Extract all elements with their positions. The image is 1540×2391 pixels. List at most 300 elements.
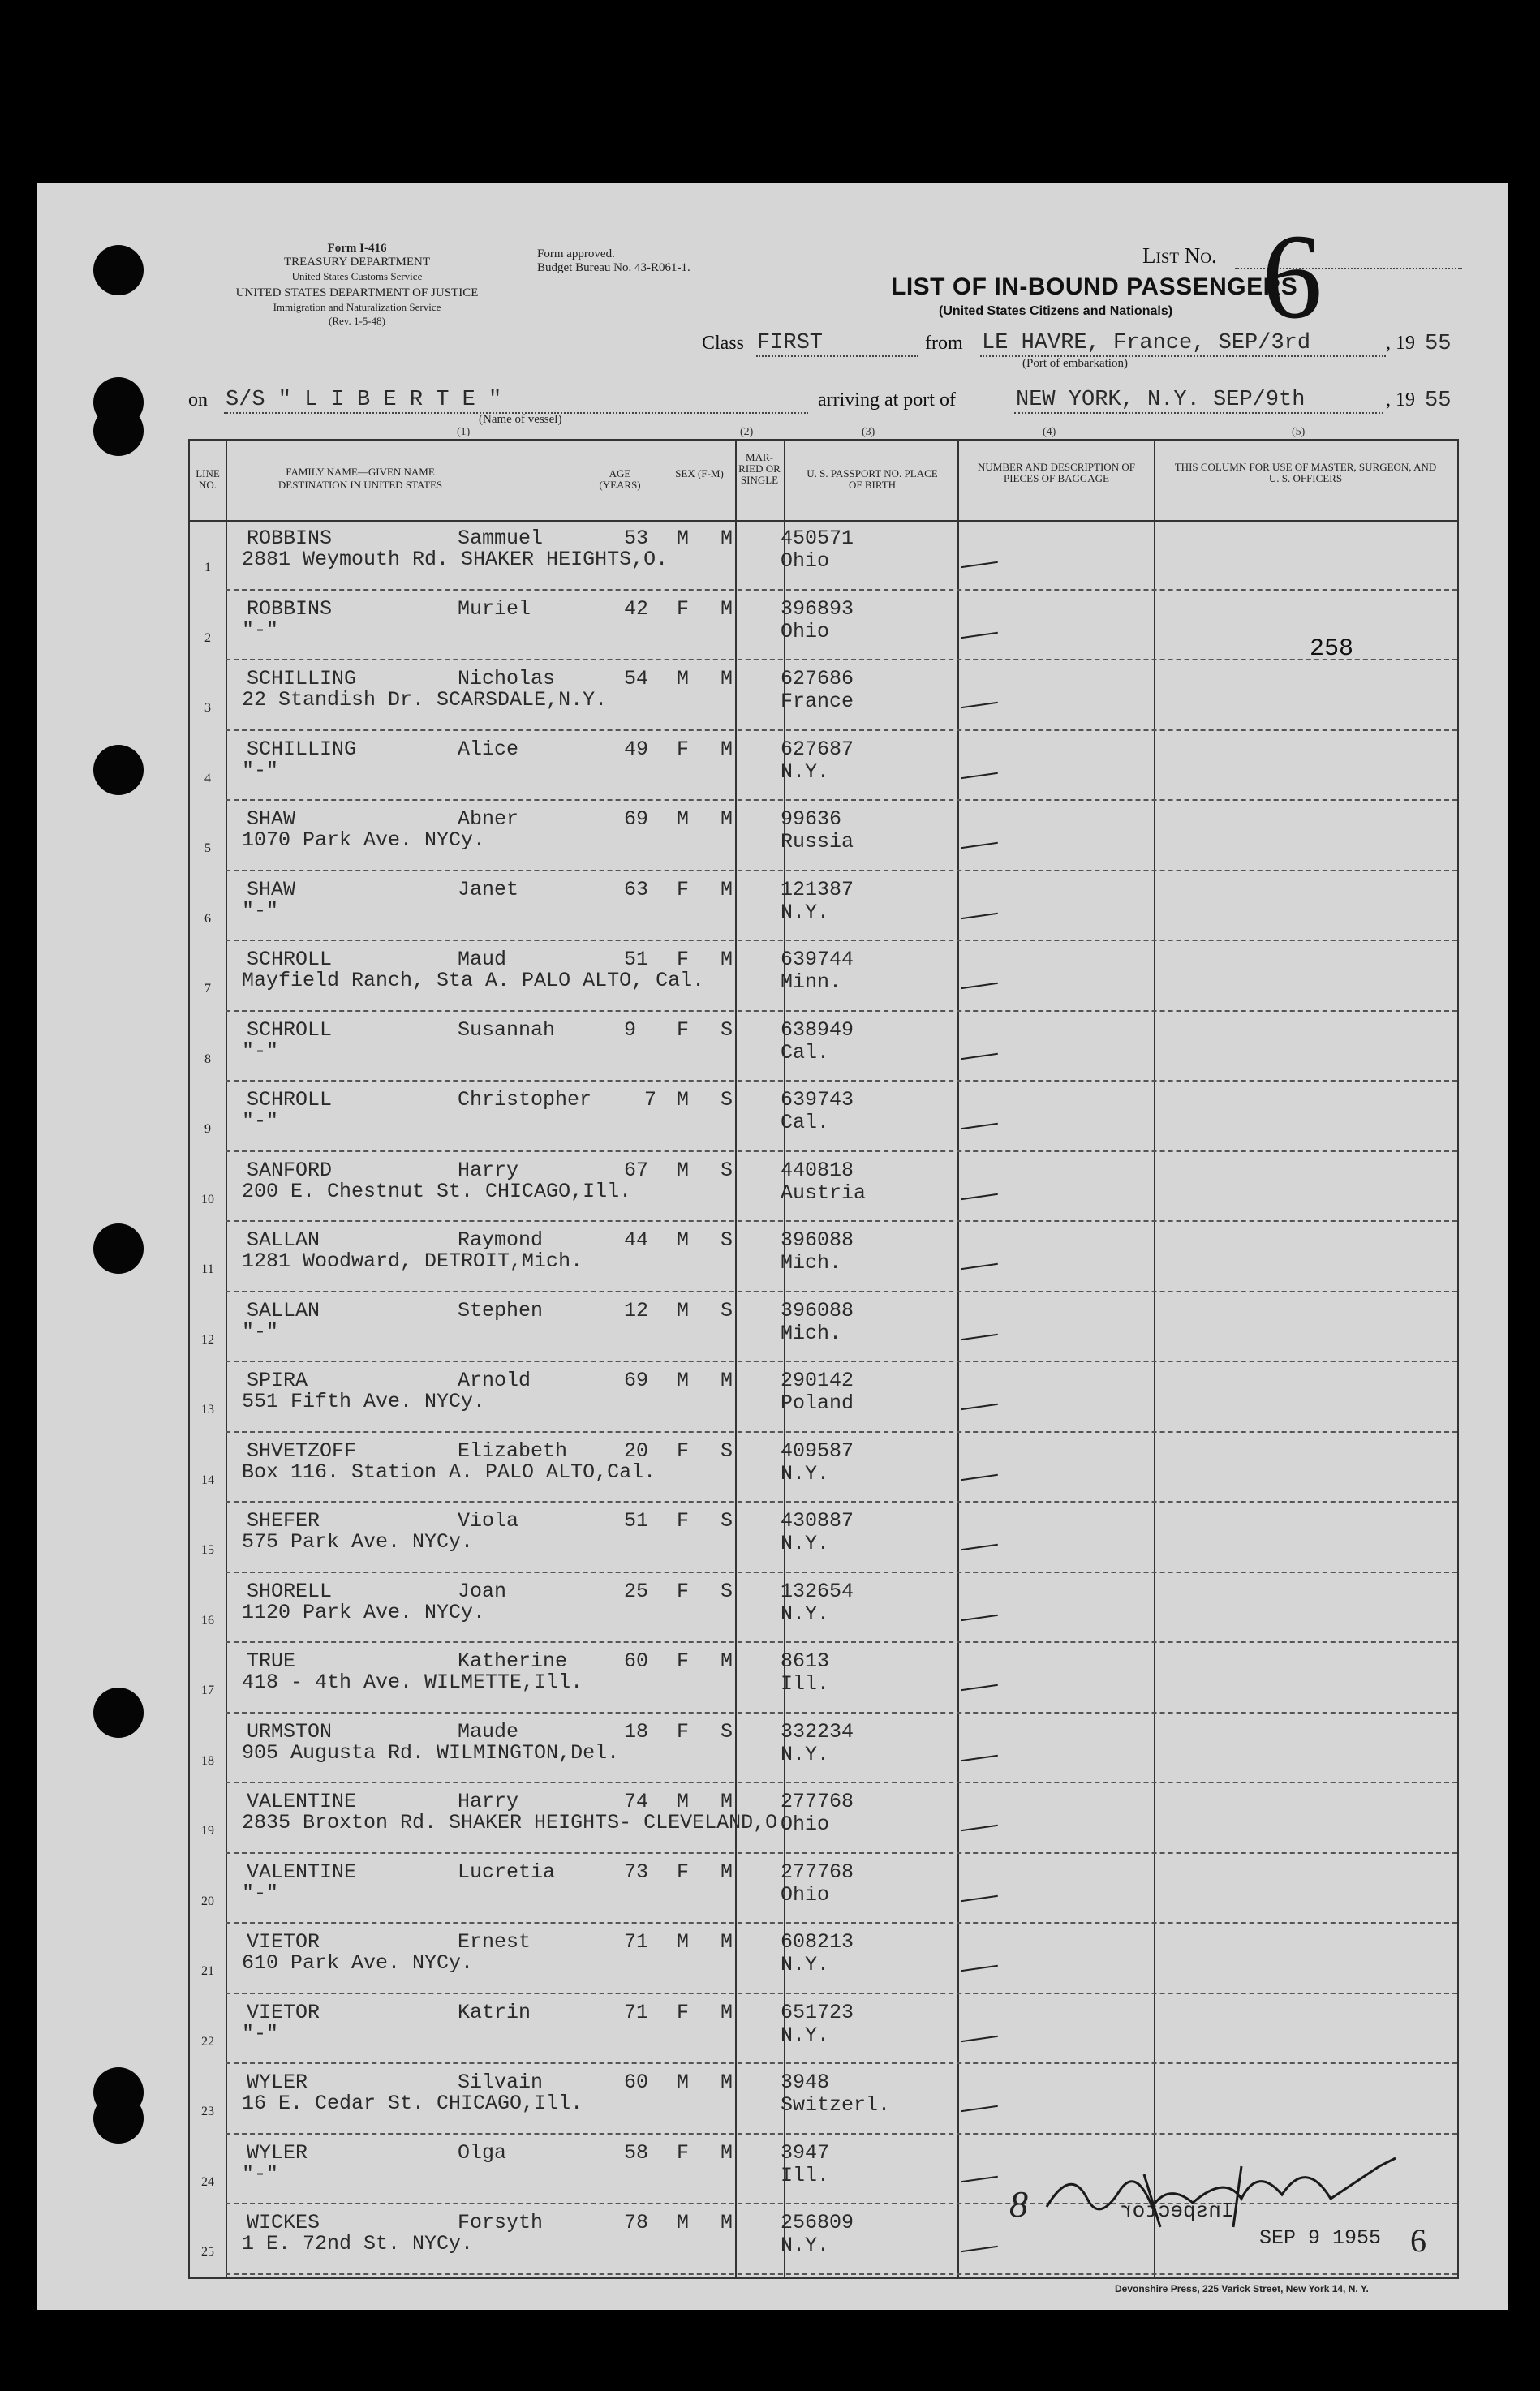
line-number: 25: [201, 2245, 214, 2259]
passenger-family-name: SALLAN: [247, 1228, 320, 1252]
passenger-family-name: SPIRA: [247, 1369, 308, 1392]
row-divider: [226, 1572, 1457, 1573]
passenger-marital-status: S: [721, 1228, 733, 1252]
passenger-sex: M: [677, 667, 690, 690]
list-no-label: List No.: [1142, 243, 1217, 268]
passenger-given-name: Muriel: [458, 596, 531, 621]
passenger-birthplace: N.Y.: [781, 900, 830, 924]
passenger-family-name: SCHROLL: [247, 1088, 333, 1112]
column-number-4: (4): [1043, 426, 1056, 438]
passenger-sex: F: [677, 1649, 690, 1673]
passenger-sex: M: [677, 527, 690, 550]
check-mark: [961, 631, 998, 638]
from-label: from: [925, 333, 963, 354]
passenger-family-name: ROBBINS: [247, 596, 333, 621]
row-divider: [226, 1361, 1457, 1362]
passenger-given-name: Susannah: [458, 1017, 556, 1042]
binder-hole: [93, 1223, 144, 1274]
page-title: LIST OF IN-BOUND PASSENGERS: [891, 273, 1298, 300]
passenger-birthplace: Cal.: [781, 1040, 830, 1064]
check-mark: [961, 2035, 998, 2041]
passenger-sex: F: [677, 948, 690, 971]
passenger-birthplace: Cal.: [781, 1111, 830, 1134]
passenger-family-name: SHVETZOFF: [247, 1438, 357, 1463]
line-number: 3: [204, 701, 211, 715]
budget-label: Budget Bureau No. 43-R061-1.: [537, 261, 690, 274]
passenger-sex: F: [677, 877, 690, 901]
passenger-passport-no: 430887: [781, 1509, 854, 1533]
passenger-passport-no: 409587: [781, 1438, 854, 1463]
passenger-given-name: Forsyth: [458, 2211, 544, 2234]
passenger-age: 51: [624, 948, 649, 971]
passenger-marital-status: M: [721, 2140, 733, 2165]
line-number: 17: [201, 1684, 214, 1697]
passenger-age: 69: [624, 807, 649, 831]
passenger-passport-no: 8613: [781, 1649, 830, 1673]
passenger-birthplace: N.Y.: [781, 759, 830, 784]
row-divider: [226, 2273, 1457, 2275]
passenger-destination: 610 Park Ave. NYCy.: [242, 1951, 474, 1975]
passenger-family-name: SHEFER: [247, 1509, 320, 1533]
passenger-age: 9: [624, 1017, 637, 1042]
passenger-given-name: Ernest: [458, 1930, 531, 1954]
passenger-birthplace: N.Y.: [781, 2234, 830, 2257]
passenger-passport-no: 638949: [781, 1017, 854, 1042]
passenger-family-name: SCHROLL: [247, 948, 333, 971]
class-label: Class: [702, 333, 745, 354]
passenger-destination: "-": [242, 1881, 279, 1905]
passenger-passport-no: 3948: [781, 2071, 830, 2094]
check-mark: [961, 1333, 998, 1340]
check-mark: [961, 1193, 998, 1199]
row-divider: [226, 1922, 1457, 1924]
passenger-sex: F: [677, 1438, 690, 1463]
passenger-destination: Mayfield Ranch, Sta A. PALO ALTO, Cal.: [242, 969, 705, 992]
passenger-birthplace: Mich.: [781, 1251, 842, 1275]
binder-hole: [93, 745, 144, 795]
check-mark: [961, 842, 998, 849]
check-mark: [961, 2175, 998, 2182]
passenger-sex: F: [677, 2000, 690, 2024]
handwritten-initial: 8: [1009, 2183, 1028, 2225]
passenger-passport-no: 651723: [781, 2000, 854, 2024]
passenger-given-name: Maude: [458, 1719, 519, 1744]
row-divider: [226, 870, 1457, 871]
passenger-passport-no: 440818: [781, 1158, 854, 1182]
on-label: on: [188, 389, 208, 411]
passenger-birthplace: Minn.: [781, 970, 842, 994]
passenger-family-name: SALLAN: [247, 1298, 320, 1322]
passenger-destination: 575 Park Ave. NYCy.: [242, 1530, 474, 1554]
passenger-sex: M: [677, 807, 690, 831]
passenger-passport-no: 290142: [781, 1369, 854, 1392]
passenger-marital-status: S: [721, 1719, 733, 1744]
passenger-marital-status: M: [721, 1790, 733, 1813]
check-mark: [961, 1894, 998, 1901]
passenger-family-name: SCHILLING: [247, 667, 357, 690]
passenger-marital-status: M: [721, 2000, 733, 2024]
row-divider: [226, 799, 1457, 801]
passenger-family-name: SANFORD: [247, 1158, 333, 1182]
row-divider: [226, 1993, 1457, 1994]
check-mark: [961, 1404, 998, 1410]
column-divider: [1154, 441, 1155, 2277]
justice-label: UNITED STATES DEPARTMENT OF JUSTICE: [235, 286, 479, 299]
year-prefix-1: , 19: [1386, 333, 1415, 354]
passenger-family-name: VALENTINE: [247, 1790, 357, 1813]
passenger-family-name: WICKES: [247, 2211, 320, 2234]
line-number: 22: [201, 2034, 214, 2049]
row-divider: [226, 1852, 1457, 1854]
stamp-date: SEP 9 1955: [1259, 2226, 1382, 2250]
passenger-marital-status: M: [721, 667, 733, 690]
passenger-birthplace: Ill.: [781, 1672, 830, 1696]
passenger-birthplace: Ohio: [781, 1813, 830, 1836]
passenger-table: [188, 439, 1459, 2279]
passenger-birthplace: Mich.: [781, 1321, 842, 1345]
line-number: 13: [201, 1403, 214, 1417]
passenger-destination: 1120 Park Ave. NYCy.: [242, 1600, 486, 1624]
row-divider: [226, 1782, 1457, 1783]
passenger-given-name: Katherine: [458, 1649, 568, 1673]
passenger-marital-status: S: [721, 1298, 733, 1322]
passenger-given-name: Alice: [458, 737, 519, 761]
passenger-sex: M: [677, 2211, 690, 2234]
passenger-marital-status: M: [721, 948, 733, 971]
line-number: 18: [201, 1753, 214, 1768]
passenger-passport-no: 256809: [781, 2211, 854, 2234]
passenger-sex: M: [677, 1228, 690, 1252]
vessel-name: S/S " L I B E R T E ": [226, 388, 502, 412]
line-number: 21: [201, 1964, 214, 1978]
passenger-sex: F: [677, 596, 690, 621]
passenger-sex: M: [677, 1930, 690, 1954]
passenger-destination: 551 Fifth Ave. NYCy.: [242, 1390, 486, 1413]
inspector-stamp-mirrored: Inspector: [1120, 2199, 1234, 2223]
customs-label: United States Customs Service: [291, 270, 423, 282]
class-underline: [756, 355, 918, 357]
header-sex: SEX (F-M): [675, 467, 724, 479]
row-divider: [226, 1291, 1457, 1292]
passenger-birthplace: N.Y.: [781, 2023, 830, 2047]
passenger-destination: 1070 Park Ave. NYCy.: [242, 828, 486, 852]
passenger-given-name: Raymond: [458, 1228, 544, 1252]
passenger-age: 20: [624, 1438, 649, 1463]
passenger-passport-no: 121387: [781, 877, 854, 901]
passenger-destination: 200 E. Chestnut St. CHICAGO,Ill.: [242, 1179, 632, 1203]
passenger-marital-status: S: [721, 1509, 733, 1533]
passenger-marital-status: M: [721, 2071, 733, 2094]
check-mark: [961, 1614, 998, 1620]
line-number: 1: [204, 561, 211, 574]
revision-label: (Rev. 1-5-48): [329, 315, 385, 327]
line-number: 5: [204, 841, 211, 855]
passenger-birthplace: N.Y.: [781, 1602, 830, 1626]
row-divider: [226, 2062, 1457, 2064]
passenger-given-name: Silvain: [458, 2071, 544, 2094]
header-officers: THIS COLUMN FOR USE OF MASTER, SURGEON, AND U. S. OFFICERS: [1174, 461, 1437, 484]
row-divider: [226, 589, 1457, 591]
passenger-marital-status: M: [721, 877, 733, 901]
passenger-given-name: Harry: [458, 1790, 519, 1813]
passenger-destination: "-": [242, 617, 279, 642]
passenger-sex: F: [677, 1017, 690, 1042]
header-married: MAR-RIED OR SINGLE: [738, 451, 781, 486]
form-approval: [537, 247, 781, 275]
passenger-destination: Box 116. Station A. PALO ALTO,Cal.: [242, 1460, 656, 1484]
list-number: 6: [1262, 209, 1323, 344]
line-number: 2: [204, 630, 211, 645]
passenger-family-name: TRUE: [247, 1649, 296, 1673]
passenger-passport-no: 396088: [781, 1228, 854, 1252]
passenger-passport-no: 132654: [781, 1579, 854, 1603]
passenger-family-name: URMSTON: [247, 1719, 333, 1744]
passenger-birthplace: Switzerl.: [781, 2093, 891, 2117]
arriving-label: arriving at port of: [818, 389, 956, 411]
passenger-age: 69: [624, 1369, 649, 1392]
passenger-birthplace: N.Y.: [781, 1461, 830, 1486]
passenger-family-name: WYLER: [247, 2071, 308, 2094]
passenger-marital-status: M: [721, 2211, 733, 2234]
passenger-destination: 22 Standish Dr. SCARSDALE,N.Y.: [242, 688, 608, 712]
passenger-given-name: Viola: [458, 1509, 519, 1533]
passenger-given-name: Arnold: [458, 1369, 531, 1392]
column-number-5: (5): [1292, 426, 1306, 438]
check-mark: [961, 1825, 998, 1831]
arrival-value: NEW YORK, N.Y. SEP/9th: [1016, 388, 1306, 412]
form-approved-label: Form approved.: [537, 247, 615, 260]
passenger-age: 54: [624, 667, 649, 690]
passenger-birthplace: France: [781, 690, 854, 713]
passenger-age: 12: [624, 1298, 649, 1322]
line-number: 11: [201, 1262, 214, 1276]
passenger-passport-no: 99636: [781, 807, 842, 831]
row-divider: [226, 940, 1457, 941]
passenger-destination: 418 - 4th Ave. WILMETTE,Ill.: [242, 1671, 583, 1694]
passenger-age: 53: [624, 527, 649, 550]
passenger-passport-no: 450571: [781, 527, 854, 550]
check-mark: [961, 1754, 998, 1761]
vessel-name-label: (Name of vessel): [479, 413, 562, 426]
passenger-destination: 905 Augusta Rd. WILMINGTON,Del.: [242, 1740, 620, 1765]
passenger-destination: "-": [242, 898, 279, 922]
binder-hole: [93, 1688, 144, 1738]
line-number: 24: [201, 2174, 214, 2189]
passenger-sex: M: [677, 1298, 690, 1322]
inspector-signature: [1039, 2150, 1420, 2239]
passenger-sex: F: [677, 1509, 690, 1533]
year-value-1: 55: [1425, 332, 1452, 356]
port-embarkation-label: (Port of embarkation): [1022, 357, 1128, 370]
passenger-given-name: Joan: [458, 1579, 507, 1603]
passenger-age: 25: [624, 1579, 649, 1603]
check-mark: [961, 1544, 998, 1550]
passenger-destination: 1281 Woodward, DETROIT,Mich.: [242, 1249, 583, 1273]
passenger-passport-no: 332234: [781, 1719, 854, 1744]
line-number: 7: [204, 982, 211, 996]
row-divider: [226, 1150, 1457, 1152]
passenger-age: 58: [624, 2140, 649, 2165]
passenger-age: 78: [624, 2211, 649, 2234]
passenger-birthplace: N.Y.: [781, 1742, 830, 1766]
passenger-given-name: Olga: [458, 2140, 507, 2165]
passenger-birthplace: Ohio: [781, 549, 830, 573]
column-divider: [226, 441, 227, 2277]
passenger-marital-status: S: [721, 1579, 733, 1603]
check-mark: [961, 2105, 998, 2112]
line-number: 8: [204, 1051, 211, 1066]
header-age: AGE (YEARS): [599, 467, 641, 491]
passenger-given-name: Abner: [458, 807, 519, 831]
passenger-destination: 1 E. 72nd St. NYCy.: [242, 2232, 474, 2256]
check-mark: [961, 983, 998, 989]
passenger-destination: "-": [242, 2021, 279, 2045]
printer-footer: Devonshire Press, 225 Varick Street, New York 14, N. Y.: [1115, 2283, 1369, 2294]
passenger-birthplace: N.Y.: [781, 1953, 830, 1976]
column-number-2: (2): [740, 426, 754, 438]
page-subtitle: (United States Citizens and Nationals): [939, 304, 1173, 318]
passenger-given-name: Katrin: [458, 2000, 531, 2024]
passenger-given-name: Sammuel: [458, 527, 544, 550]
binder-hole: [93, 245, 144, 295]
passenger-given-name: Nicholas: [458, 667, 556, 690]
line-number: 9: [204, 1122, 211, 1136]
passenger-age: 60: [624, 1649, 649, 1673]
passenger-birthplace: Austria: [781, 1180, 867, 1205]
header-passport: U. S. PASSPORT NO. PLACE OF BIRTH: [807, 467, 938, 491]
form-number: Form I-416: [327, 242, 387, 255]
line-number: 4: [204, 771, 211, 785]
passenger-sex: M: [677, 1158, 690, 1182]
passenger-family-name: ROBBINS: [247, 527, 333, 550]
check-mark: [961, 1473, 998, 1480]
line-number: 23: [201, 2105, 214, 2118]
header-line-no: LINE NO.: [196, 467, 220, 491]
passenger-destination: "-": [242, 1109, 279, 1133]
check-mark: [961, 1684, 998, 1691]
passenger-age: 74: [624, 1790, 649, 1813]
class-value: FIRST: [757, 331, 824, 355]
check-mark: [961, 1052, 998, 1059]
passenger-destination: "-": [242, 1039, 279, 1063]
check-mark: [961, 702, 998, 708]
passenger-destination: "-": [242, 758, 279, 782]
binder-hole: [93, 406, 144, 456]
passenger-destination: 16 E. Cedar St. CHICAGO,Ill.: [242, 2092, 583, 2115]
passenger-marital-status: S: [721, 1088, 733, 1112]
check-mark: [961, 2246, 998, 2252]
header-name: FAMILY NAME—GIVEN NAME: [286, 466, 435, 478]
passenger-sex: M: [677, 1790, 690, 1813]
officer-note: 258: [1310, 635, 1354, 663]
passenger-marital-status: M: [721, 527, 733, 550]
form-header-left: [187, 242, 527, 328]
passenger-age: 44: [624, 1228, 649, 1252]
passenger-destination: 2881 Weymouth Rd. SHAKER HEIGHTS,O.: [242, 548, 669, 571]
column-divider: [735, 441, 737, 2277]
passenger-marital-status: M: [721, 596, 733, 621]
row-divider: [226, 1220, 1457, 1222]
row-divider: [226, 1431, 1457, 1433]
passenger-birthplace: N.Y.: [781, 1532, 830, 1555]
column-divider: [957, 441, 959, 2277]
passenger-destination: "-": [242, 1319, 279, 1344]
passenger-destination: "-": [242, 2161, 279, 2186]
passenger-family-name: SHAW: [247, 877, 296, 901]
passenger-birthplace: Ohio: [781, 619, 830, 643]
passenger-birthplace: Ill.: [781, 2163, 830, 2187]
passenger-family-name: VIETOR: [247, 1930, 320, 1954]
treasury-label: TREASURY DEPARTMENT: [283, 256, 431, 269]
passenger-given-name: Harry: [458, 1158, 519, 1182]
passenger-marital-status: M: [721, 737, 733, 761]
passenger-family-name: SHAW: [247, 807, 296, 831]
passenger-age: 73: [624, 1860, 649, 1884]
passenger-marital-status: M: [721, 1860, 733, 1884]
passenger-marital-status: M: [721, 807, 733, 831]
line-number: 19: [201, 1824, 214, 1838]
column-number-1: (1): [457, 426, 471, 438]
header-divider: [190, 520, 1457, 522]
row-divider: [226, 1641, 1457, 1643]
passenger-age: 51: [624, 1509, 649, 1533]
check-mark: [961, 1123, 998, 1129]
passenger-marital-status: M: [721, 1649, 733, 1673]
passenger-family-name: SHORELL: [247, 1579, 333, 1603]
passenger-birthplace: Ohio: [781, 1882, 830, 1907]
line-number: 12: [201, 1332, 214, 1347]
passenger-given-name: Lucretia: [458, 1860, 556, 1884]
check-mark: [961, 912, 998, 918]
passenger-sex: M: [677, 1088, 690, 1112]
line-number: 14: [201, 1473, 214, 1487]
passenger-passport-no: 627686: [781, 667, 854, 690]
passenger-age: 63: [624, 877, 649, 901]
passenger-given-name: Maud: [458, 948, 507, 971]
passenger-given-name: Christopher: [458, 1088, 592, 1112]
year-value-2: 55: [1425, 389, 1452, 413]
passenger-sex: F: [677, 737, 690, 761]
check-mark: [961, 772, 998, 778]
passenger-sex: M: [677, 1369, 690, 1392]
passenger-given-name: Stephen: [458, 1298, 544, 1322]
passenger-marital-status: S: [721, 1438, 733, 1463]
passenger-age: 49: [624, 737, 649, 761]
row-divider: [226, 1501, 1457, 1503]
check-mark: [961, 1965, 998, 1972]
column-number-3: (3): [862, 426, 875, 438]
passenger-sex: F: [677, 1579, 690, 1603]
row-divider: [226, 1080, 1457, 1082]
passenger-family-name: VIETOR: [247, 2000, 320, 2024]
passenger-destination: 2835 Broxton Rd. SHAKER HEIGHTS- CLEVELAND,O.: [242, 1811, 790, 1834]
passenger-sex: F: [677, 1860, 690, 1884]
stamp-suffix: 6: [1410, 2222, 1426, 2259]
row-divider: [226, 1712, 1457, 1714]
passenger-age: 60: [624, 2071, 649, 2094]
row-divider: [226, 1010, 1457, 1012]
passenger-sex: F: [677, 1719, 690, 1744]
passenger-given-name: Janet: [458, 877, 519, 901]
passenger-family-name: WYLER: [247, 2140, 308, 2165]
row-divider: [226, 2133, 1457, 2135]
passenger-passport-no: 277768: [781, 1860, 854, 1884]
passenger-family-name: SCHILLING: [247, 737, 357, 761]
passenger-age: 67: [624, 1158, 649, 1182]
passenger-passport-no: 639743: [781, 1088, 854, 1112]
binder-hole: [93, 2093, 144, 2144]
passenger-passport-no: 627687: [781, 737, 854, 761]
